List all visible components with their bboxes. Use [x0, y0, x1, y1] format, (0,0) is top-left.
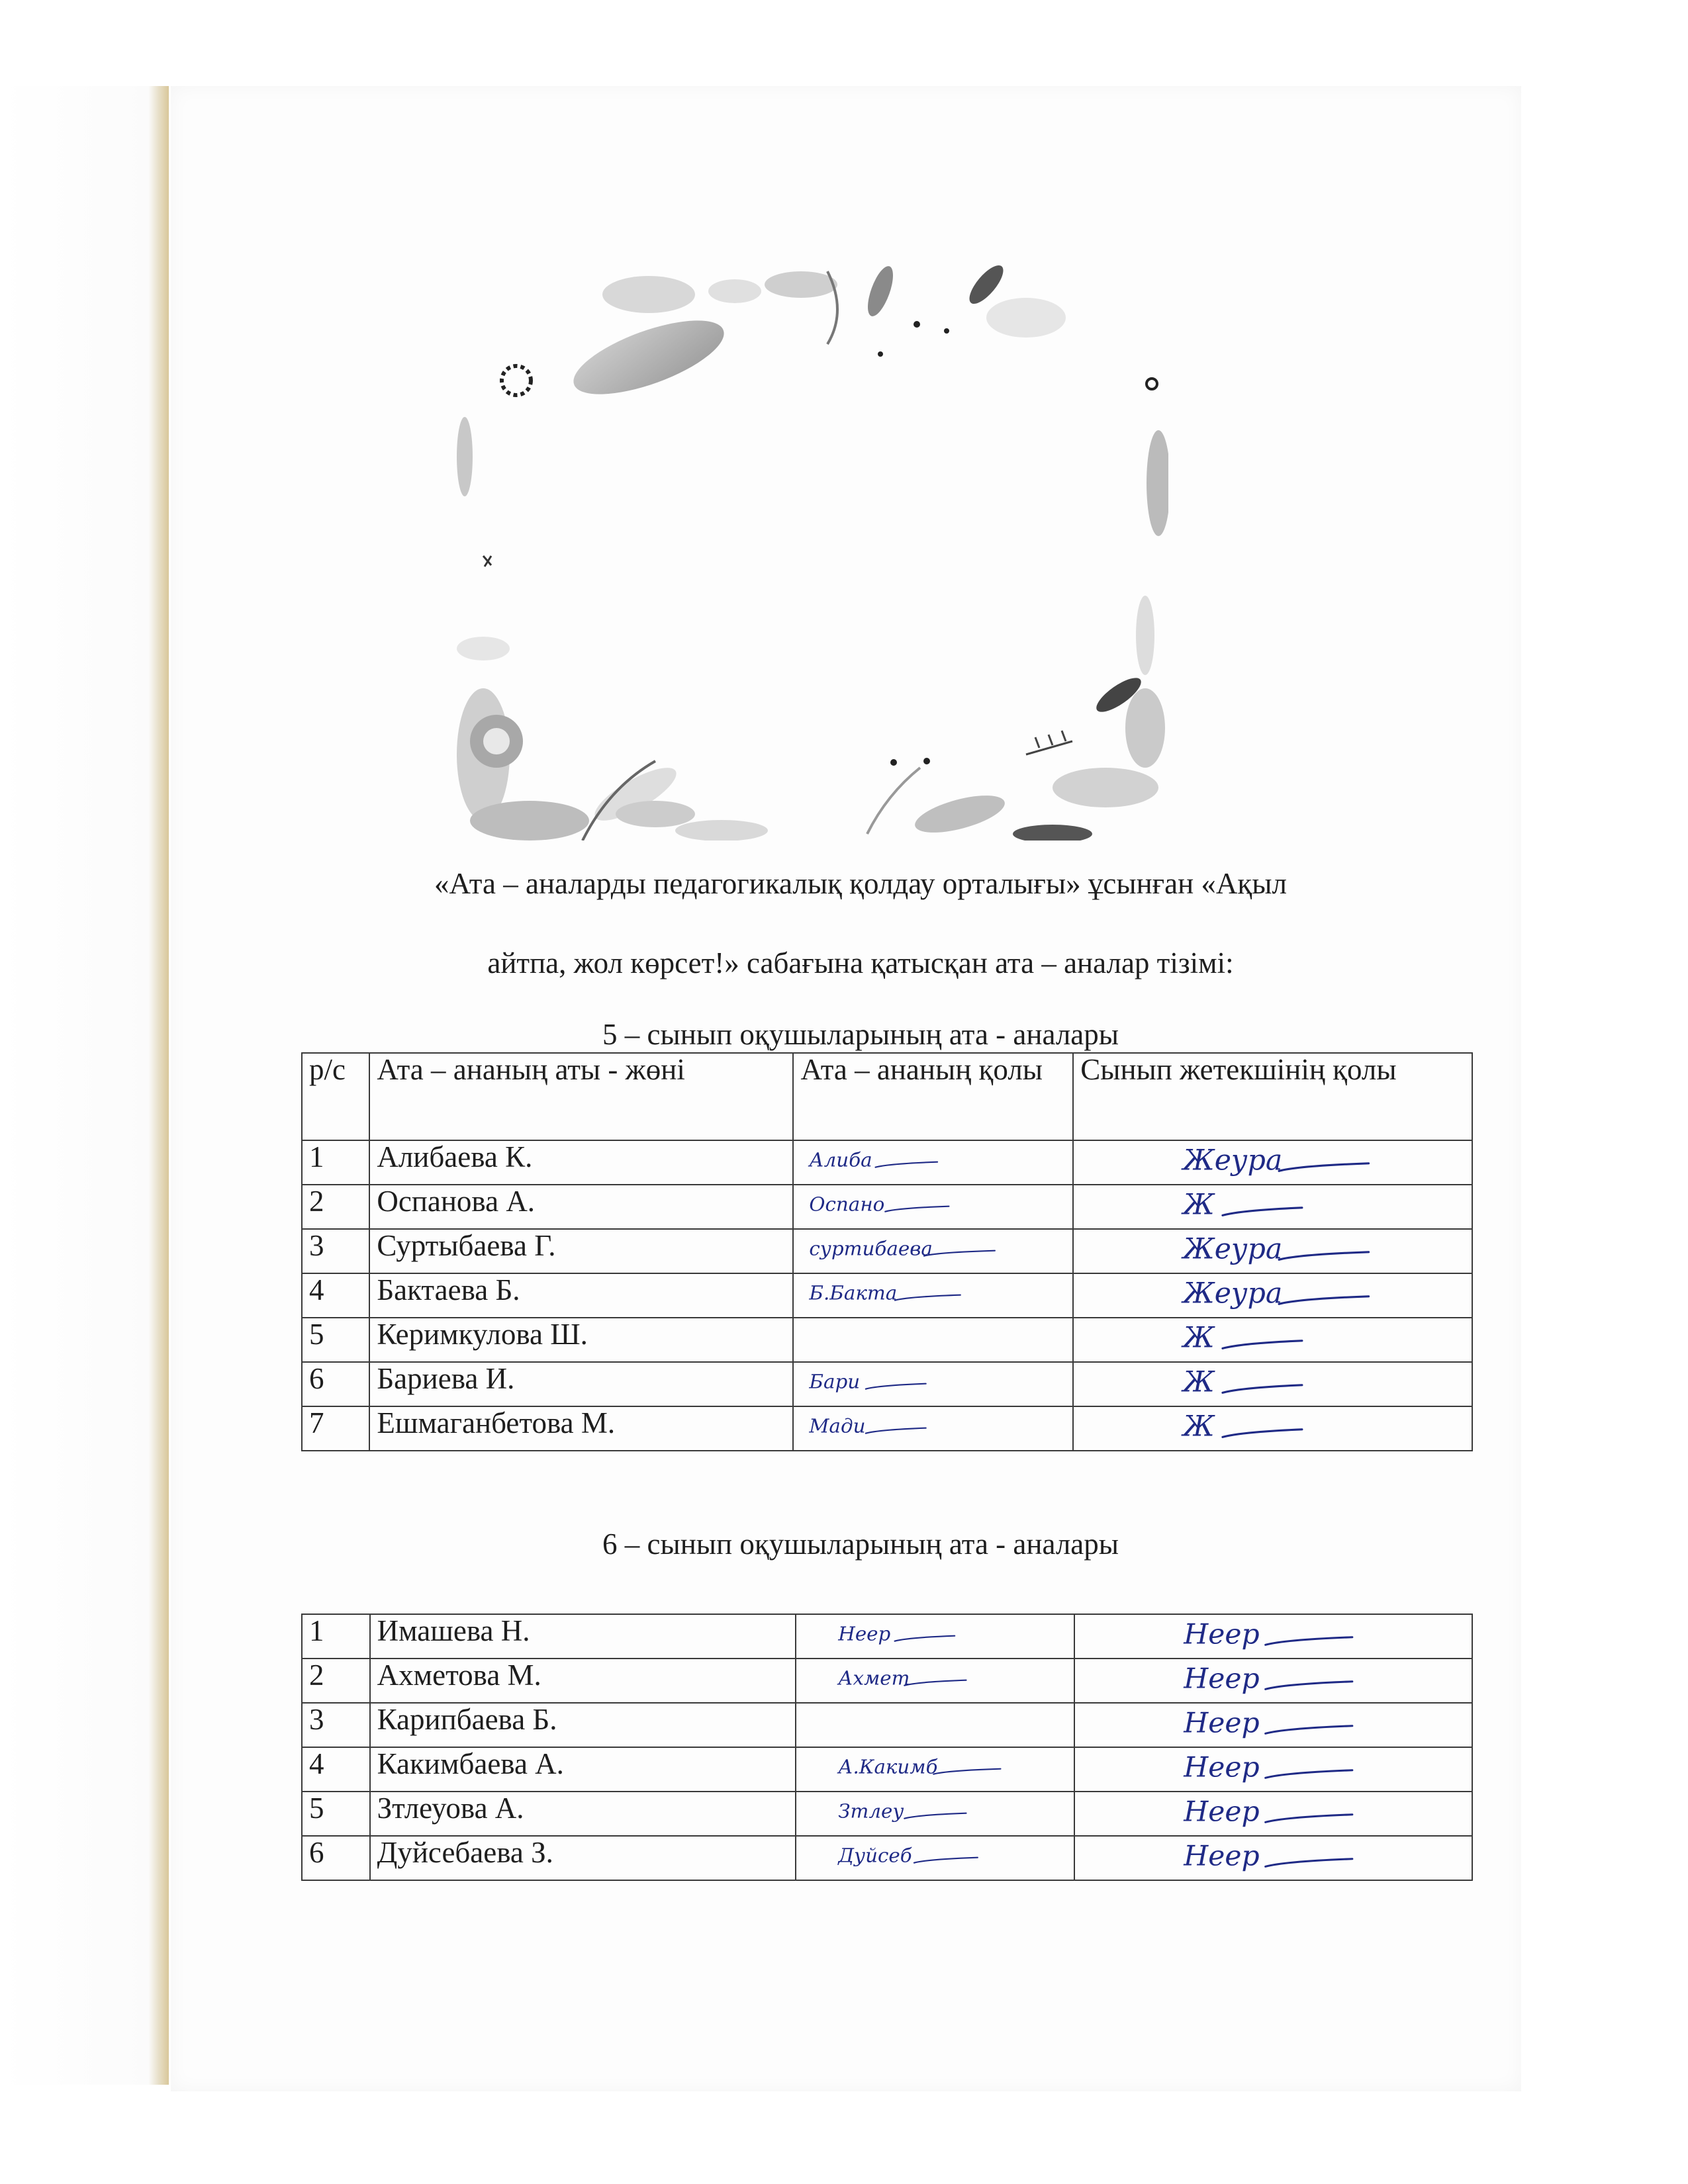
signature-text: Неер	[837, 1622, 890, 1645]
signature-text: Неер	[1184, 1707, 1260, 1740]
parent-name: Бактаева Б.	[369, 1273, 793, 1318]
row-number: 4	[302, 1273, 369, 1318]
signature-text: Дуйсеб	[837, 1844, 912, 1867]
row-number: 2	[302, 1659, 370, 1703]
signature-stroke	[886, 1206, 949, 1212]
header-number: р/с	[302, 1053, 369, 1140]
header-teacher-signature: Сынып жетекшінің қолы	[1073, 1053, 1472, 1140]
header-parent-signature: Ата – ананың қолы	[793, 1053, 1073, 1140]
parent-name: Зтлеуова А.	[370, 1792, 796, 1836]
class5-table	[301, 1052, 1473, 1451]
table-header-row	[302, 1053, 1472, 1140]
signature-stroke	[866, 1384, 926, 1389]
parent-name: Карипбаева Б.	[370, 1703, 796, 1747]
row-number: 6	[302, 1362, 369, 1406]
parent-name: Суртыбаева Г.	[369, 1229, 793, 1273]
row-number: 1	[302, 1614, 370, 1659]
floral-frame-graphic	[457, 265, 1168, 841]
signature-stroke	[933, 1769, 1000, 1774]
signature-text: Ж	[1183, 1365, 1215, 1399]
signature-stroke	[1266, 1770, 1352, 1778]
class6-title: 6 – сынып оқушыларының ата - аналары	[602, 1527, 1119, 1561]
signature-text: Неер	[1184, 1796, 1260, 1829]
signature-text: Жеура	[1183, 1144, 1283, 1177]
signature-text: Жеура	[1183, 1277, 1283, 1310]
row-number: 5	[302, 1792, 370, 1836]
signature-text: Жеура	[1183, 1232, 1283, 1266]
class6-table	[301, 1614, 1473, 1881]
signature-stroke	[1266, 1859, 1352, 1867]
signature-text: Неер	[1184, 1840, 1260, 1873]
row-number: 2	[302, 1185, 369, 1229]
signature-text: Неер	[1184, 1618, 1260, 1651]
signature-text: Зтлеу	[837, 1799, 904, 1823]
parent-name: Дуйсебаева З.	[370, 1836, 796, 1880]
floral-frame-image	[457, 265, 1168, 841]
signature-stroke	[894, 1636, 955, 1641]
signature-stroke	[924, 1251, 995, 1256]
signature-stroke	[904, 1813, 966, 1819]
signature-stroke	[1223, 1341, 1302, 1349]
signature-text: Ж	[1183, 1321, 1215, 1355]
signature-stroke	[1223, 1385, 1302, 1393]
parent-name: Имашева Н.	[370, 1614, 796, 1659]
signature-text: А.Какимб	[837, 1755, 938, 1778]
signature-stroke	[914, 1858, 978, 1863]
signature-stroke	[1266, 1682, 1352, 1690]
signature-stroke	[1266, 1637, 1352, 1645]
intro-line-1: «Ата – аналарды педагогикалық қолдау орталығы» ұсынған «Ақыл	[434, 867, 1287, 900]
signature-text: Неер	[1184, 1751, 1260, 1784]
signature-stroke	[1223, 1430, 1302, 1437]
signature-text: Ж	[1183, 1188, 1215, 1222]
signature-text: Алиба	[809, 1148, 873, 1171]
signature-text: Ахмет	[837, 1666, 910, 1690]
signature-stroke	[1279, 1163, 1369, 1171]
parent-name: Какимбаева А.	[370, 1747, 796, 1792]
signature-stroke	[1266, 1726, 1352, 1734]
parent-name: Ешмаганбетова М.	[369, 1406, 793, 1451]
signature-stroke	[1266, 1815, 1352, 1823]
signature-stroke	[895, 1295, 961, 1300]
paper-edge	[0, 86, 169, 2085]
signature-stroke	[1279, 1252, 1369, 1260]
parent-name: Бариева И.	[369, 1362, 793, 1406]
signature-text: Бари	[809, 1370, 861, 1393]
class5-title: 5 – сынып оқушыларының ата - аналары	[602, 1018, 1119, 1051]
signature-stroke	[1279, 1297, 1369, 1304]
parent-name: Керимкулова Ш.	[369, 1318, 793, 1362]
signature-stroke	[866, 1428, 926, 1433]
signature-text: Неер	[1184, 1662, 1260, 1696]
signature-stroke	[876, 1162, 938, 1167]
parent-name: Алибаева К.	[369, 1140, 793, 1185]
signature-text: Мади	[809, 1414, 866, 1437]
table-row	[302, 1406, 1472, 1451]
row-number: 6	[302, 1836, 370, 1880]
row-number: 4	[302, 1747, 370, 1792]
signature-text: Ж	[1183, 1410, 1215, 1443]
signature-stroke	[1223, 1208, 1302, 1216]
row-number: 1	[302, 1140, 369, 1185]
row-number: 7	[302, 1406, 369, 1451]
parent-name: Оспанова А.	[369, 1185, 793, 1229]
intro-line-2: айтпа, жол көрсет!» сабағына қатысқан ата – аналар тізімі:	[487, 946, 1234, 979]
parent-name: Ахметова М.	[370, 1659, 796, 1703]
signature-stroke	[904, 1680, 966, 1686]
signature-text: Оспано	[809, 1193, 885, 1216]
table-row	[302, 1836, 1472, 1880]
header-parent-name: Ата – ананың аты - жөні	[369, 1053, 793, 1140]
row-number: 3	[302, 1703, 370, 1747]
row-number: 3	[302, 1229, 369, 1273]
signature-text: суртибаева	[809, 1237, 933, 1260]
row-number: 5	[302, 1318, 369, 1362]
signature-text: Б.Бакта	[809, 1281, 898, 1304]
